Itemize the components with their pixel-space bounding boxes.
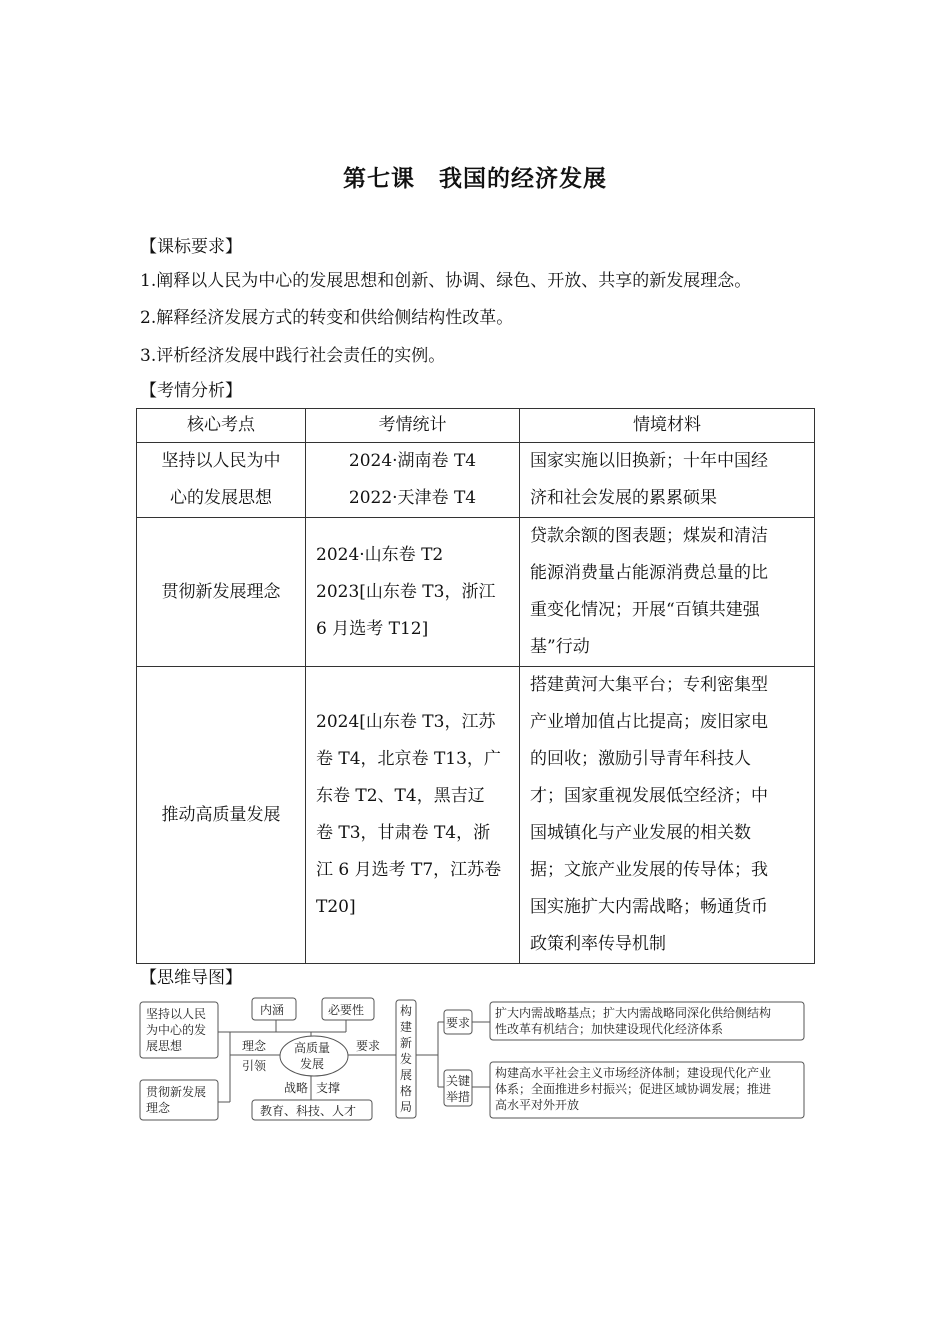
cell-line: 东卷 T2、T4，黑吉辽	[316, 786, 485, 806]
mind-map-diagram	[136, 992, 808, 1122]
label-zhicheng: 支撑	[316, 1081, 341, 1095]
vertical-char: 局	[400, 1100, 413, 1114]
cell-line: 6 月选考 T12]	[316, 618, 429, 639]
cell-line: 2024·山东卷 T2	[316, 544, 444, 565]
cell-line: 心的发展思想	[170, 488, 272, 508]
cell-line: 卷 T3，甘肃卷 T4，浙	[316, 823, 491, 843]
center-node-line: 发展	[300, 1057, 325, 1071]
cell-line: 重变化情况；开展“百镇共建强	[530, 600, 760, 620]
cell-line: 国实施扩大内需战略；畅通货币	[530, 897, 768, 917]
vertical-char: 新	[400, 1036, 413, 1050]
requirement-item: 1.阐释以人民为中心的发展思想和创新、协调、绿色、开放、共享的新发展理念。	[140, 271, 752, 291]
yaoqiu-detail-line: 性改革有机结合；加快建设现代化经济体系	[495, 1022, 724, 1036]
label-zhanlue: 战略	[284, 1081, 309, 1095]
left-bottom-line: 理念	[146, 1101, 171, 1115]
cell-line: 基”行动	[530, 637, 590, 657]
left-bottom-line: 贯彻新发展	[146, 1085, 207, 1099]
requirement-item: 2.解释经济发展方式的转变和供给侧结构性改革。	[140, 308, 514, 328]
cell-line: 2024[山东卷 T3，江苏	[316, 712, 496, 732]
vertical-char: 展	[400, 1068, 413, 1082]
column-header: 考情统计	[306, 409, 520, 443]
topic-cell	[137, 667, 306, 964]
exam-analysis-table	[136, 408, 815, 964]
material-cell	[520, 443, 815, 518]
cell-line: 江 6 月选考 T7，江苏卷	[316, 860, 502, 880]
cell-line: 政策利率传导机制	[530, 934, 666, 954]
guanjian-detail-line: 体系；全面推进乡村振兴；促进区域协调发展；推进	[495, 1082, 772, 1096]
topic-cell	[137, 443, 306, 518]
yaoqiu-box: 要求	[446, 1016, 471, 1030]
table-row	[137, 443, 815, 518]
page-title: 第七课 我国的经济发展	[343, 166, 607, 192]
yaoqiu-detail-line: 扩大内需战略基点；扩大内需战略同深化供给侧结构	[495, 1006, 772, 1020]
stats-cell	[306, 443, 520, 518]
vertical-char: 建	[400, 1020, 413, 1034]
cell-line: T20]	[316, 897, 356, 917]
left-top-line: 坚持以人民	[146, 1007, 207, 1021]
cell-line: 国城镇化与产业发展的相关数	[530, 823, 751, 843]
cell-line: 搭建黄河大集平台；专利密集型	[530, 675, 768, 695]
cell-line: 推动高质量发展	[161, 804, 281, 825]
requirements-heading: 【课标要求】	[140, 237, 242, 257]
topic-cell	[137, 518, 306, 667]
table-row	[137, 518, 815, 667]
left-top-line: 展思想	[146, 1039, 183, 1053]
guanjian-detail-line: 构建高水平社会主义市场经济体制；建设现代化产业	[495, 1066, 772, 1080]
table-header-row	[137, 409, 815, 443]
cell-line: 2024·湖南卷 T4	[348, 451, 477, 471]
column-header: 情境材料	[520, 409, 815, 443]
stats-cell	[306, 667, 520, 964]
cell-line: 能源消费量占能源消费总量的比	[530, 563, 768, 583]
label-linian: 理念	[242, 1039, 267, 1053]
cell-line: 2022·天津卷 T4	[348, 488, 477, 508]
cell-line: 据；文旅产业发展的传导体；我	[530, 860, 768, 880]
cell-line: 贷款余额的图表题；煤炭和清洁	[530, 526, 768, 546]
vertical-char: 发	[400, 1052, 413, 1066]
guanjian-line: 举措	[446, 1090, 471, 1104]
cell-line: 济和社会发展的累累硕果	[530, 488, 717, 508]
label-yinling: 引领	[242, 1059, 267, 1073]
requirement-item: 3.评析经济发展中践行社会责任的实例。	[140, 346, 446, 366]
bottom-box: 教育、科技、人才	[260, 1104, 357, 1118]
column-header: 核心考点	[137, 409, 306, 443]
mindmap-heading: 【思维导图】	[140, 968, 242, 988]
cell-line: 2023[山东卷 T3，浙江	[316, 581, 496, 602]
stats-cell	[306, 518, 520, 667]
material-cell	[520, 518, 815, 667]
table-row	[137, 667, 815, 964]
label-yaoqiu-mid: 要求	[356, 1039, 381, 1053]
guanjian-detail-line: 高水平对外开放	[495, 1098, 580, 1112]
cell-line: 贯彻新发展理念	[161, 581, 281, 602]
cell-line: 产业增加值占比提高；废旧家电	[530, 712, 768, 732]
neihan-box: 内涵	[260, 1003, 285, 1017]
cell-line: 坚持以人民为中	[161, 451, 281, 471]
center-node-line: 高质量	[294, 1041, 331, 1055]
cell-line: 的回收；激励引导青年科技人	[530, 749, 751, 769]
cell-line: 才；国家重视发展低空经济；中	[530, 786, 768, 806]
guanjian-line: 关键	[446, 1074, 471, 1088]
vertical-char: 格	[400, 1084, 413, 1098]
cell-line: 卷 T4，北京卷 T13，广	[316, 749, 501, 769]
analysis-heading: 【考情分析】	[140, 381, 242, 401]
left-top-line: 为中心的发	[146, 1023, 207, 1037]
material-cell	[520, 667, 815, 964]
vertical-char: 构	[400, 1004, 413, 1018]
biyaoxing-box: 必要性	[328, 1003, 365, 1017]
cell-line: 国家实施以旧换新；十年中国经	[530, 451, 768, 471]
